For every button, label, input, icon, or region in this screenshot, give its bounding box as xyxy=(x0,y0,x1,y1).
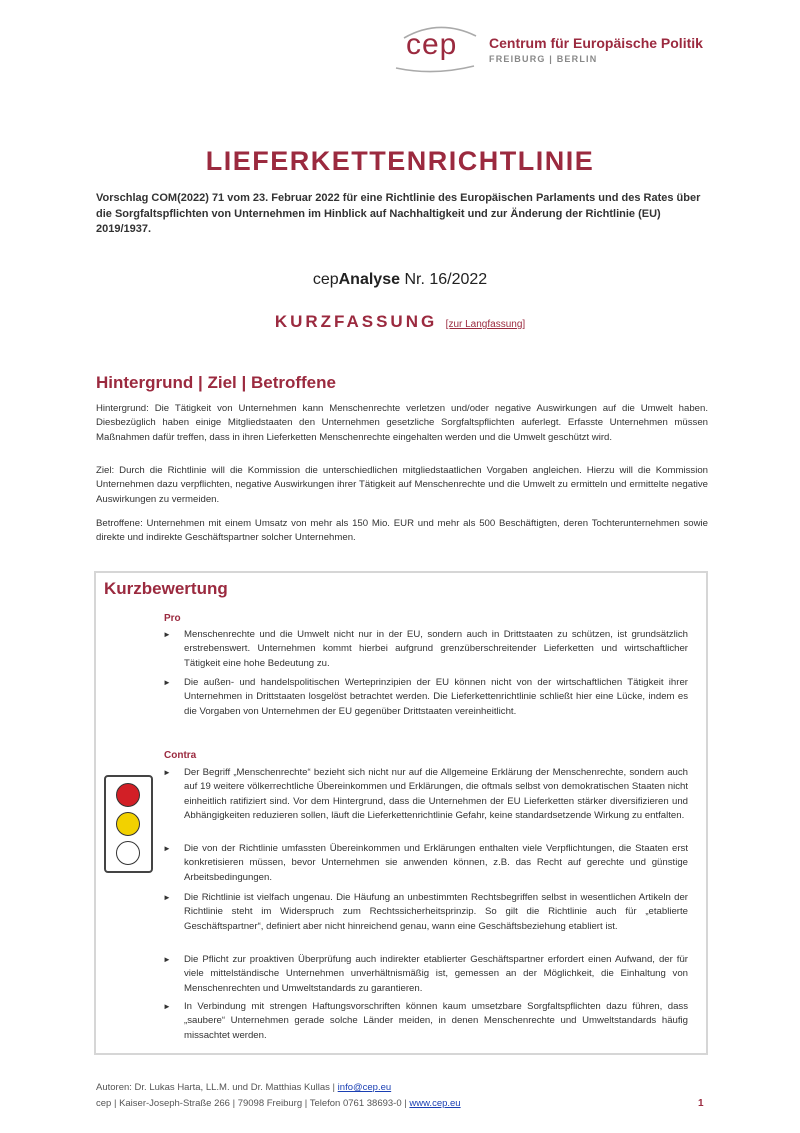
kurzfassung-header xyxy=(0,312,800,332)
email-link[interactable]: info@cep.eu xyxy=(337,1082,392,1093)
yellow-lamp-icon xyxy=(116,812,140,836)
contra-item xyxy=(163,766,688,823)
pro-item-text: Die außen- und handelspolitischen Werteprinzipien der EU können nicht von der wirtschaftlichen Tätigkeit ihrer Unternehmen in Drittstaaten losgelöst betrachtet werden. Die Lieferkettenrichtlinie schließt hier eine Lücke, indem es die Vorgaben von Unternehmen der EU gegenüber Drittstaaten vereinheitlicht. xyxy=(184,677,688,717)
bullet-icon: ► xyxy=(163,1002,171,1011)
analysis-number xyxy=(0,271,800,289)
contra-item xyxy=(163,842,688,885)
contra-item-text: Die von der Richtlinie umfassten Übereinkommen und Erklärungen enthalten viele Verpflichtungen, die Staaten erst konkretisieren müssen, bevor Unternehmen sie anwenden können, z.B. das Recht auf gerechte und günstige Arbeitsbedingungen. xyxy=(184,843,688,883)
bullet-icon: ► xyxy=(163,844,171,853)
website-link[interactable]: www.cep.eu xyxy=(409,1098,461,1109)
analysis-nr: Nr. 16/2022 xyxy=(400,271,488,288)
contra-item xyxy=(163,953,688,996)
authors-text: Autoren: Dr. Lukas Harta, LL.M. und Dr. Matthias Kullas | xyxy=(96,1082,338,1093)
cep-logo xyxy=(392,22,722,74)
proposal-reference: Vorschlag COM(2022) 71 vom 23. Februar 2022 für eine Richtlinie des Europäischen Parlaments und des Rates über die Sorgfaltspflichten von Unternehmen im Hinblick auf Nachhaltigkeit und zur Änderung der Richtlinie (EU) 2019/1937. xyxy=(96,192,701,235)
background-heading: Hintergrund | Ziel | Betroffene xyxy=(96,373,336,392)
paragraph-hintergrund: Hintergrund: Die Tätigkeit von Unternehmen kann Menschenrechte verletzen und/oder negative Auswirkungen auf die Umwelt haben. Diesbezüglich haben einige Mitgliedstaaten den Unternehmen gesetzliche Sorgfaltspflichten auferlegt. Erfasste Unternehmen müssen Maßnahmen dafür treffen, dass in ihren Lieferketten Menschenrechte eingehalten werden und die Umwelt geschützt wird. xyxy=(96,403,708,443)
page-number: 1 xyxy=(698,1098,704,1109)
contra-item-text: Die Richtlinie ist vielfach ungenau. Die Häufung an unbestimmten Rechtsbegriffen selbst in wesentlichen Artikeln der Richtlinie steht im Widerspruch zum Rechtssicherheitsprinzip. So gilt die Richtlinie auch für „etablierte Geschäftspartner“, definiert aber nicht hinreichend genau, wann eine Geschäftsbeziehung etabliert ist. xyxy=(184,892,688,932)
assessment-heading: Kurzbewertung xyxy=(104,579,228,598)
pro-item-text: Menschenrechte und die Umwelt nicht nur in der EU, sondern auch in Drittstaaten zu schützen, ist grundsätzlich erstrebenswert. Unternehmen kommt hierbei aufgrund grenzüberschreitender Lieferketten und wirtschaftlicher Tätigkeit eine hohe Bedeutung zu. xyxy=(184,629,688,669)
footer-address xyxy=(96,1098,461,1109)
address-text: cep | Kaiser-Joseph-Straße 266 | 79098 Freiburg | Telefon 0761 38693-0 | xyxy=(96,1098,410,1109)
bullet-icon: ► xyxy=(163,768,171,777)
logo-cities: FREIBURG | BERLIN xyxy=(489,54,598,64)
contra-label: Contra xyxy=(164,750,197,761)
analysis-label: Analyse xyxy=(338,271,400,288)
pro-item xyxy=(163,676,688,719)
contra-item xyxy=(163,1000,688,1043)
bullet-icon: ► xyxy=(163,893,171,902)
contra-item-text: Der Begriff „Menschenrechte“ bezieht sich nicht nur auf die Allgemeine Erklärung der Menschenrechte, sondern auch auf 19 weitere völkerrechtliche Übereinkommen und Erklärungen, die oftmals selbst von demokratischen Staaten nicht einheitlich ratifiziert sind. Vor dem Hintergrund, dass die Unternehmen der EU Lieferketten stärker diversifizieren und Abhängigkeiten reduzieren sollen, läuft die Lieferkettenrichtlinie Gefahr, keine standardsetzende Wirkung zu entfalten. xyxy=(184,767,688,821)
logo-name: Centrum für Europäische Politik xyxy=(489,35,703,51)
traffic-light-icon xyxy=(104,775,153,873)
logo-mark: cep xyxy=(406,28,458,61)
bullet-icon: ► xyxy=(163,678,171,687)
bullet-icon: ► xyxy=(163,955,171,964)
footer-authors xyxy=(96,1082,391,1093)
paragraph-betroffene: Betroffene: Unternehmen mit einem Umsatz von mehr als 150 Mio. EUR und mehr als 500 Beschäftigten, deren Tochterunternehmen sowie direkte und indirekte Geschäftspartner solcher Unternehmen. xyxy=(96,518,708,544)
document-title: LIEFERKETTENRICHTLINIE xyxy=(205,146,595,176)
contra-item xyxy=(163,891,688,934)
contra-item-text: Die Pflicht zur proaktiven Überprüfung auch indirekter etablierter Geschäftspartner erfordert einen Aufwand, der für viele mittelständische Unternehmen unverhältnismäßig ist, gemessen an der Möglichkeit, die Einhaltung von Menschenrechten und Umweltstandards zu garantieren. xyxy=(184,954,688,994)
analysis-prefix: cep xyxy=(312,271,339,288)
bullet-icon: ► xyxy=(163,630,171,639)
pro-label: Pro xyxy=(164,613,181,624)
paragraph-ziel: Ziel: Durch die Richtlinie will die Kommission die unterschiedlichen mitgliedstaatlichen Vorgaben angleichen. Hierzu will die Kommission Unternehmen dazu verpflichten, negative Auswirkungen ihrer Tätigkeit auf Menschenrechte und die Umwelt zu ermitteln und ermittelte negative Auswirkungen zu vermeiden. xyxy=(96,465,708,505)
off-lamp-icon xyxy=(116,841,140,865)
kurzfassung-title: KURZFASSUNG xyxy=(274,312,438,331)
pro-item xyxy=(163,628,688,671)
contra-item-text: In Verbindung mit strengen Haftungsvorschriften können kaum umsetzbare Sorgfaltspflichten dazu führen, dass „saubere“ Unternehmen gerade solche Länder meiden, in denen Menschenrechte und Umweltstandards häufig missachtet werden. xyxy=(184,1001,688,1041)
langfassung-link[interactable]: [zur Langfassung] xyxy=(445,319,526,330)
red-lamp-icon xyxy=(116,783,140,807)
